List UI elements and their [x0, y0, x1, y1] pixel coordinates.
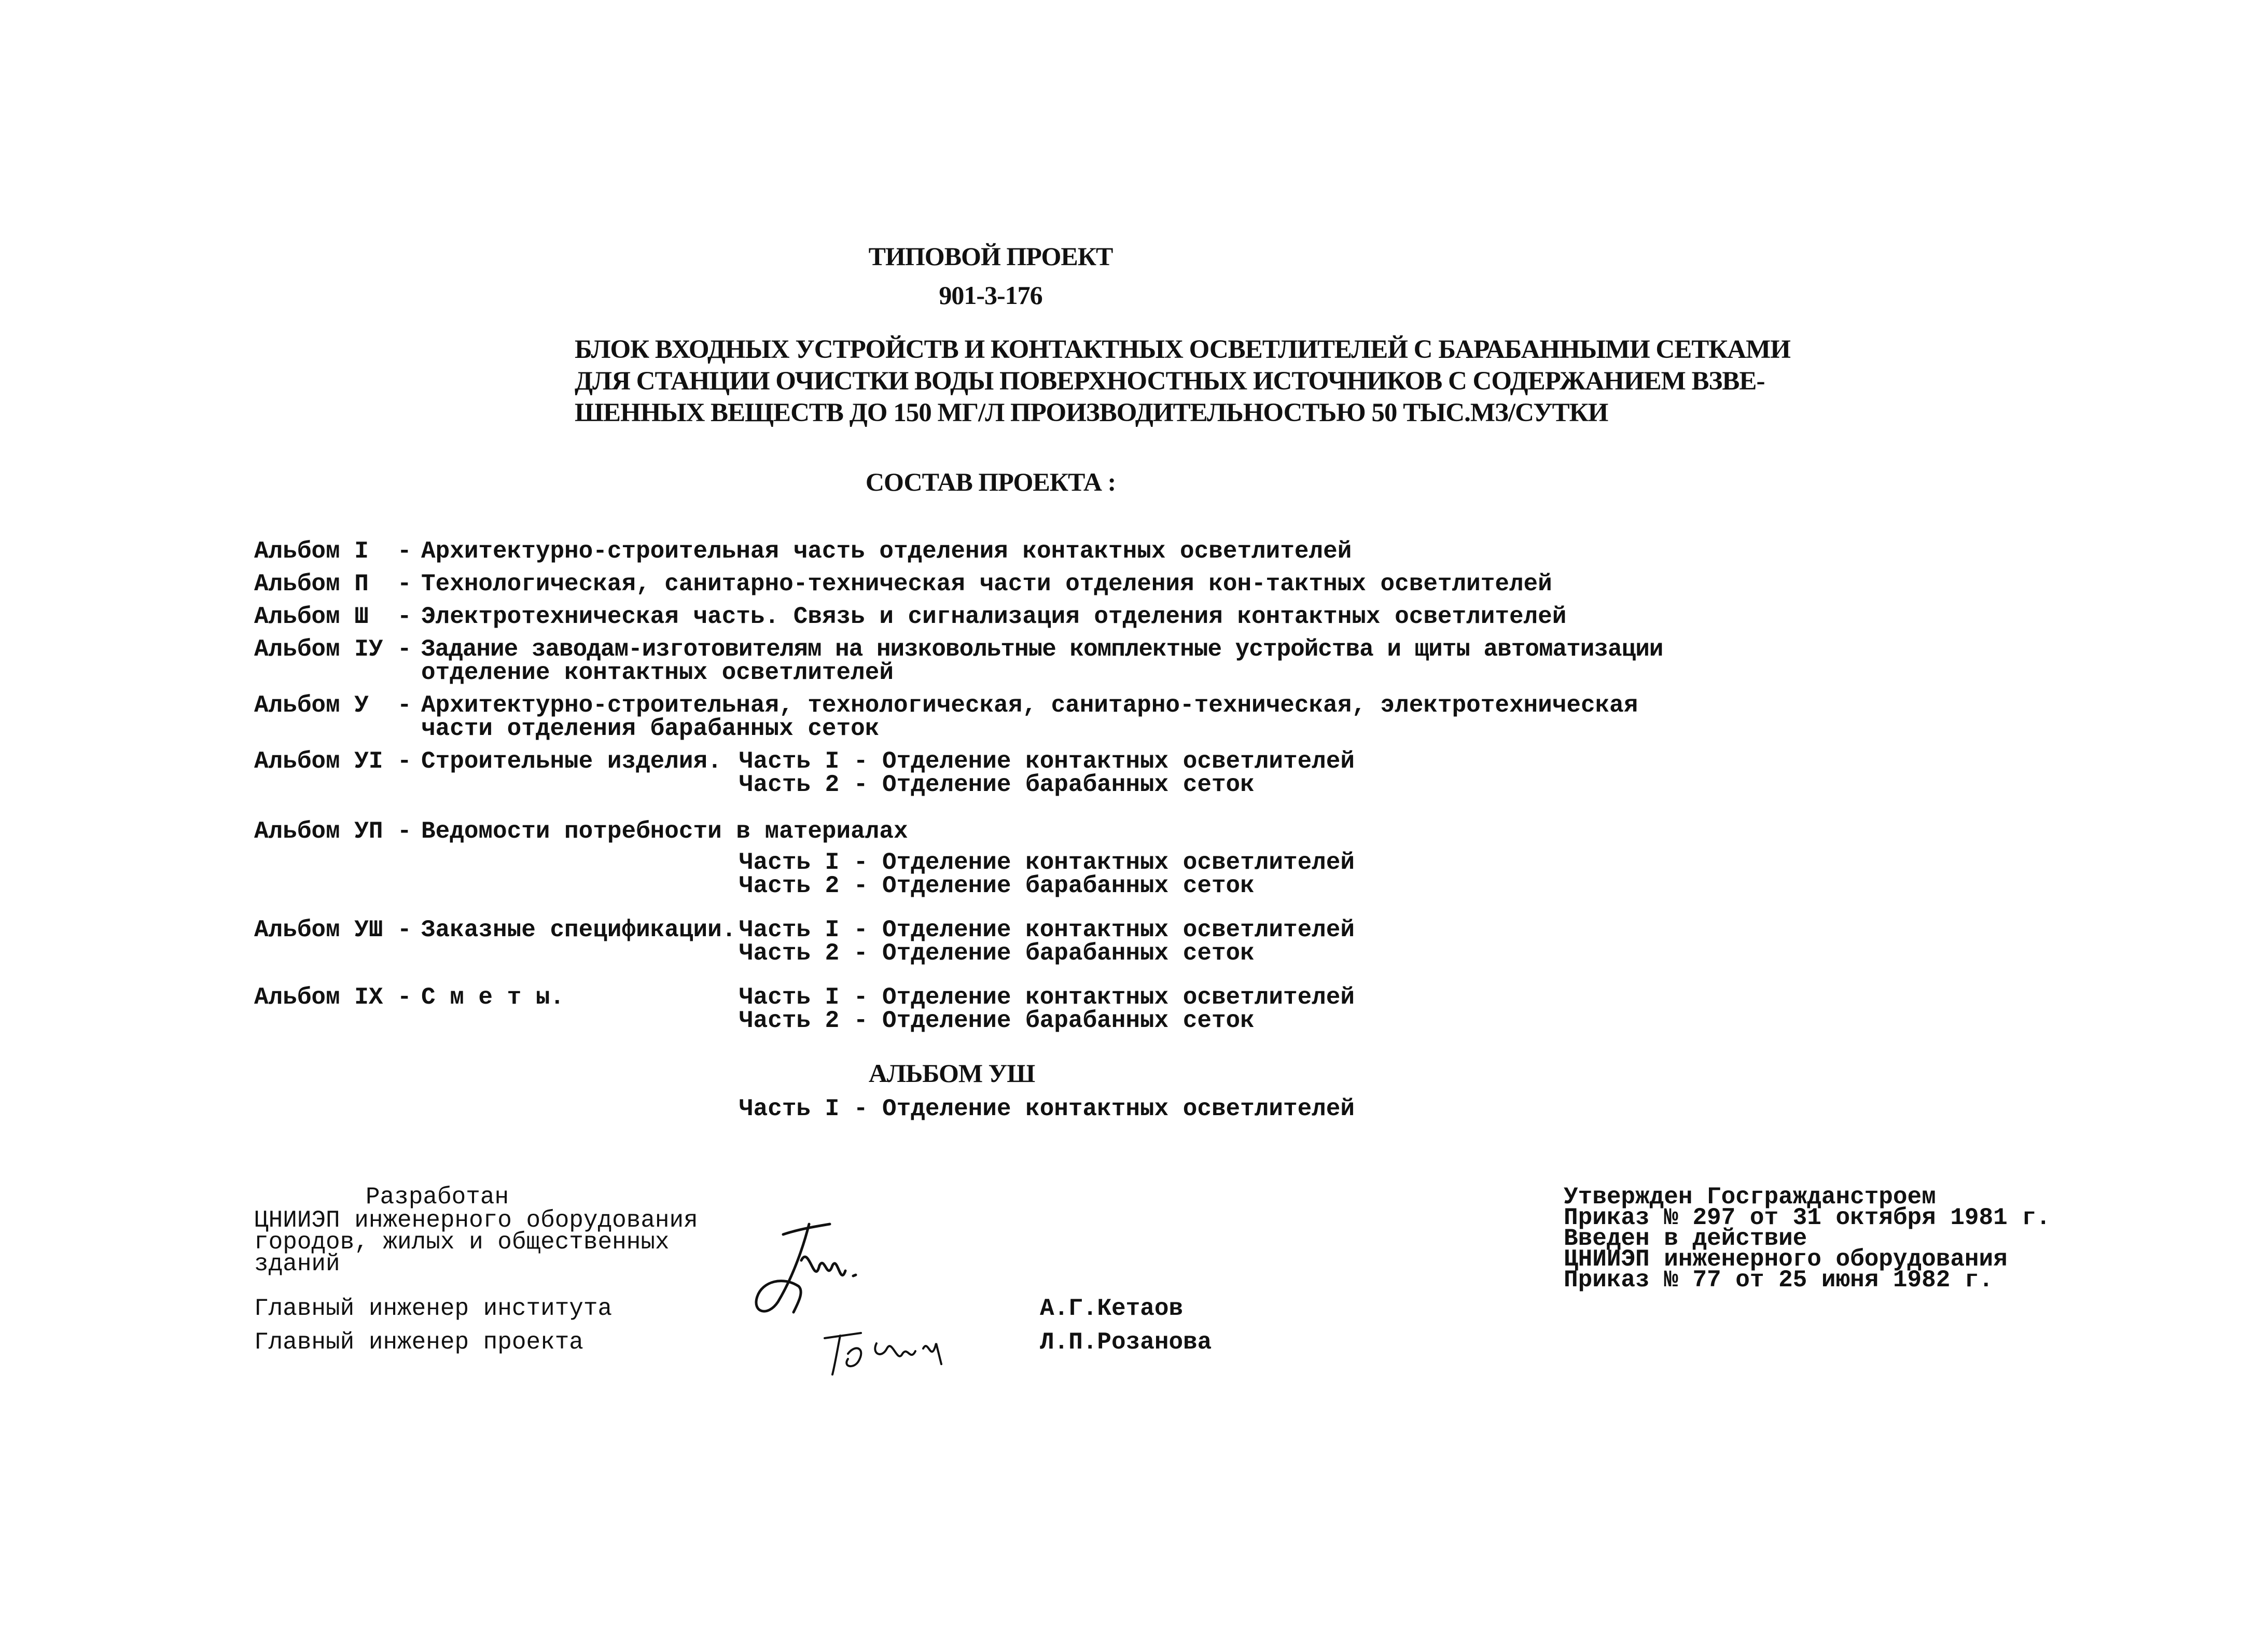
- developer-org-line: городов, жилых и общественных: [254, 1229, 670, 1256]
- approval-line: Утвержден Госгражданстроем: [1564, 1184, 1936, 1211]
- album-label: Альбом IX -: [254, 984, 412, 1011]
- composition-heading: СОСТАВ ПРОЕКТА :: [865, 467, 1116, 496]
- album-part: Часть 2 - Отделение барабанных сеток: [739, 1007, 1255, 1034]
- album-description: Технологическая, санитарно-техническая части отделения кон-тактных осветлителей: [421, 571, 1552, 598]
- approval-line: Введен в действие: [1564, 1225, 1807, 1252]
- album-part: Часть I - Отделение контактных осветлителей: [739, 984, 1355, 1011]
- album-label: Альбом Ш -: [254, 603, 412, 630]
- album-description: Ведомости потребности в материалах: [421, 818, 908, 845]
- album-description: Архитектурно-строительная часть отделения контактных осветлителей: [421, 538, 1352, 565]
- album-part: Часть 2 - Отделение барабанных сеток: [739, 771, 1255, 798]
- album-label: Альбом УI -: [254, 748, 412, 775]
- developer-org-line: зданий: [254, 1251, 340, 1277]
- album-description: Заказные спецификации.: [421, 916, 736, 943]
- chief-engineer-project-name: Л.П.Розанова: [1040, 1329, 1212, 1356]
- chief-engineer-project-role: Главный инженер проекта: [254, 1329, 583, 1356]
- project-number: 901-3-176: [939, 281, 1042, 310]
- chief-engineer-institute-role: Главный инженер института: [254, 1295, 613, 1322]
- album-description: С м е т ы.: [421, 984, 565, 1011]
- developer-org-line: ЦНИИЭП инженерного оборудования: [254, 1207, 698, 1234]
- album-part: Часть I - Отделение контактных осветлителей: [739, 849, 1355, 876]
- title-line-1: БЛОК ВХОДНЫХ УСТРОЙСТВ И КОНТАКТНЫХ ОСВЕТЛИТЕЛЕЙ С БАРАБАННЫМИ СЕТКАМИ: [575, 335, 1790, 364]
- album-part: Часть I - Отделение контактных осветлителей: [739, 748, 1355, 775]
- current-album-part: Часть I - Отделение контактных осветлителей: [739, 1095, 1355, 1122]
- album-part: Часть 2 - Отделение барабанных сеток: [739, 940, 1255, 967]
- album-description: Архитектурно-строительная, технологическая, санитарно-техническая, электротехническая: [421, 692, 1638, 719]
- approval-line: ЦНИИЭП инженерного оборудования: [1564, 1246, 2008, 1273]
- approval-line: Приказ № 77 от 25 июня 1982 г.: [1564, 1267, 1994, 1294]
- album-label: Альбом П -: [254, 571, 412, 598]
- album-description-cont: отделение контактных осветлителей: [421, 659, 894, 686]
- signature-chief-engineer-project: [819, 1317, 975, 1390]
- album-label: Альбом IУ -: [254, 636, 412, 663]
- title-line-3: ШЕННЫХ ВЕЩЕСТВ ДО 150 МГ/Л ПРОИЗВОДИТЕЛЬНОСТЬЮ 50 ТЫС.МЗ/СУТКИ: [575, 398, 1608, 427]
- album-label: Альбом УШ -: [254, 916, 412, 943]
- album-label: Альбом I -: [254, 538, 412, 565]
- album-description: Электротехническая часть. Связь и сигнализация отделения контактных осветлителей: [421, 603, 1567, 630]
- chief-engineer-institute-name: А.Г.Кетаов: [1040, 1295, 1184, 1322]
- album-part: Часть 2 - Отделение барабанных сеток: [739, 872, 1255, 899]
- album-description-cont: части отделения барабанных сеток: [421, 715, 880, 742]
- album-label: Альбом У -: [254, 692, 412, 719]
- album-description: Задание заводам-изготовителям на низковольтные комплектные устройства и щиты автоматизации: [421, 636, 1663, 663]
- album-description: Строительные изделия.: [421, 748, 722, 775]
- project-type-heading: ТИПОВОЙ ПРОЕКТ: [868, 242, 1113, 271]
- album-label: Альбом УП -: [254, 818, 412, 845]
- album-part: Часть I - Отделение контактных осветлителей: [739, 916, 1355, 943]
- developer-heading: Разработан: [366, 1184, 509, 1211]
- approval-line: Приказ № 297 от 31 октября 1981 г.: [1564, 1204, 2051, 1231]
- title-line-2: ДЛЯ СТАНЦИИ ОЧИСТКИ ВОДЫ ПОВЕРХНОСТНЫХ ИСТОЧНИКОВ С СОДЕРЖАНИЕМ ВЗВЕ-: [575, 367, 1765, 396]
- current-album-heading: АЛЬБОМ УШ: [868, 1059, 1035, 1088]
